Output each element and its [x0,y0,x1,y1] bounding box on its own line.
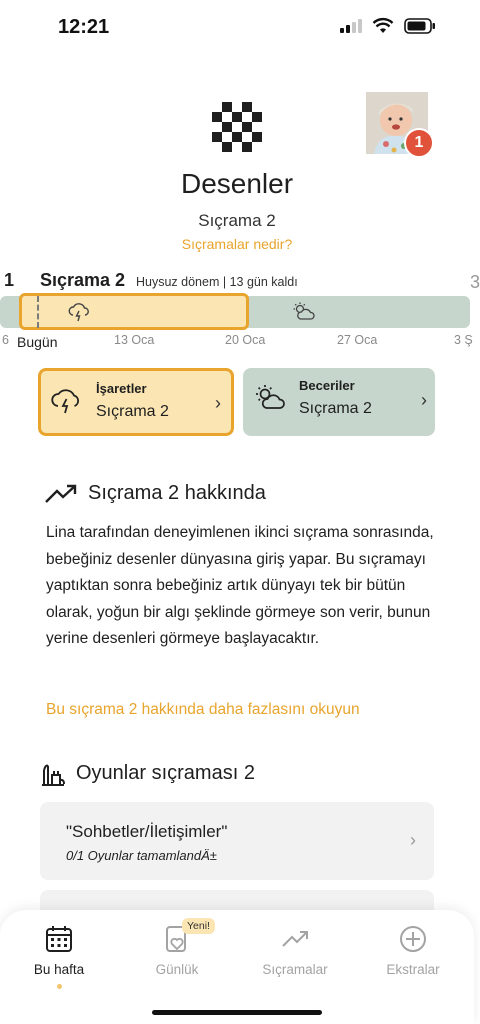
home-indicator [152,1010,322,1015]
game-title: "Sohbetler/İletişimler" [66,822,228,841]
tick-label: 27 Oca [337,333,378,347]
tick-label: 6 [2,333,9,347]
tick-label: 20 Oca [225,333,266,347]
nav-label: Günlük [155,962,199,977]
calendar-icon [45,925,73,953]
status-icons [340,18,436,34]
chevron-right-icon: › [421,390,427,410]
leap-meta: Huysuz dönem | 13 gün kaldı [136,275,298,289]
page-title: Desenler [180,168,294,199]
signs-title: İşaretler [96,381,147,396]
tick-label: 13 Oca [114,333,155,347]
games-title: Oyunlar sıçraması 2 [76,761,255,784]
status-bar [0,0,474,58]
new-badge: Yeni! [182,918,215,934]
signal-icon [340,19,362,33]
what-are-leaps-link[interactable]: Sıçramalar nedir? [181,236,293,252]
nav-this-week[interactable] [4,924,114,977]
nav-leaps[interactable] [240,924,350,977]
leap-subtitle: Sıçrama 2 [198,211,276,230]
active-indicator [57,984,62,989]
nav-diary[interactable] [122,924,232,977]
bottom-navigation [0,910,474,1024]
storm-cloud-icon [68,302,90,322]
nav-extras[interactable] [358,924,468,977]
patterns-logo-icon [212,102,264,154]
profile-avatar-button[interactable] [366,92,428,154]
chevron-right-icon: › [410,830,416,850]
trending-up-icon [281,929,309,949]
game-card[interactable] [40,802,434,880]
about-title: Sıçrama 2 hakkında [88,482,266,504]
skills-card[interactable] [243,368,435,436]
status-time: 12:21 [58,16,110,38]
today-marker [37,296,39,328]
trending-up-icon [44,483,78,505]
nav-label: Sıçramalar [262,962,328,977]
skills-title: Beceriler [299,378,355,393]
next-leap-number[interactable]: 3 [470,272,480,292]
about-section-header [44,482,266,505]
nav-label: Ekstralar [386,962,440,977]
battery-icon [404,18,436,34]
today-label: Bugün [17,334,58,350]
games-section-header [40,760,255,786]
plus-circle-icon [399,925,427,953]
signs-card[interactable] [38,368,234,436]
wifi-icon [372,18,394,34]
read-more-link[interactable]: Bu sıçrama 2 hakkında daha fazlasını okuyun [46,701,360,718]
sun-cloud-icon [255,384,285,412]
skills-subtitle: Sıçrama 2 [299,400,372,417]
notification-badge: 1 [404,128,434,158]
previous-leap-number[interactable]: 1 [4,270,15,290]
games-icon [40,760,66,786]
nav-label: Bu hafta [33,962,85,977]
leap-title: Sıçrama 2 [40,270,126,290]
storm-cloud-icon [51,387,81,415]
tick-label: 3 Ş [454,333,473,347]
sun-cloud-icon [292,302,316,322]
game-progress: 0/1 Oyunlar tamamlandÄ± [66,848,217,863]
fussy-period-segment[interactable] [19,293,249,330]
signs-subtitle: Sıçrama 2 [96,403,169,420]
chevron-right-icon: › [215,393,221,413]
about-body: Lina tarafından deneyimlenen ikinci sıçrama sonrasında, bebeğiniz desenler dünyasına giriş yapar. Bu sıçramayı yaptıktan sonra bebeğiniz artık dünyayı tek bir bütün olarak, yoğun bir algı şeklinde görmeye son verir, bunun yerine desenleri görmeye başlayacaktır. [46,524,434,647]
